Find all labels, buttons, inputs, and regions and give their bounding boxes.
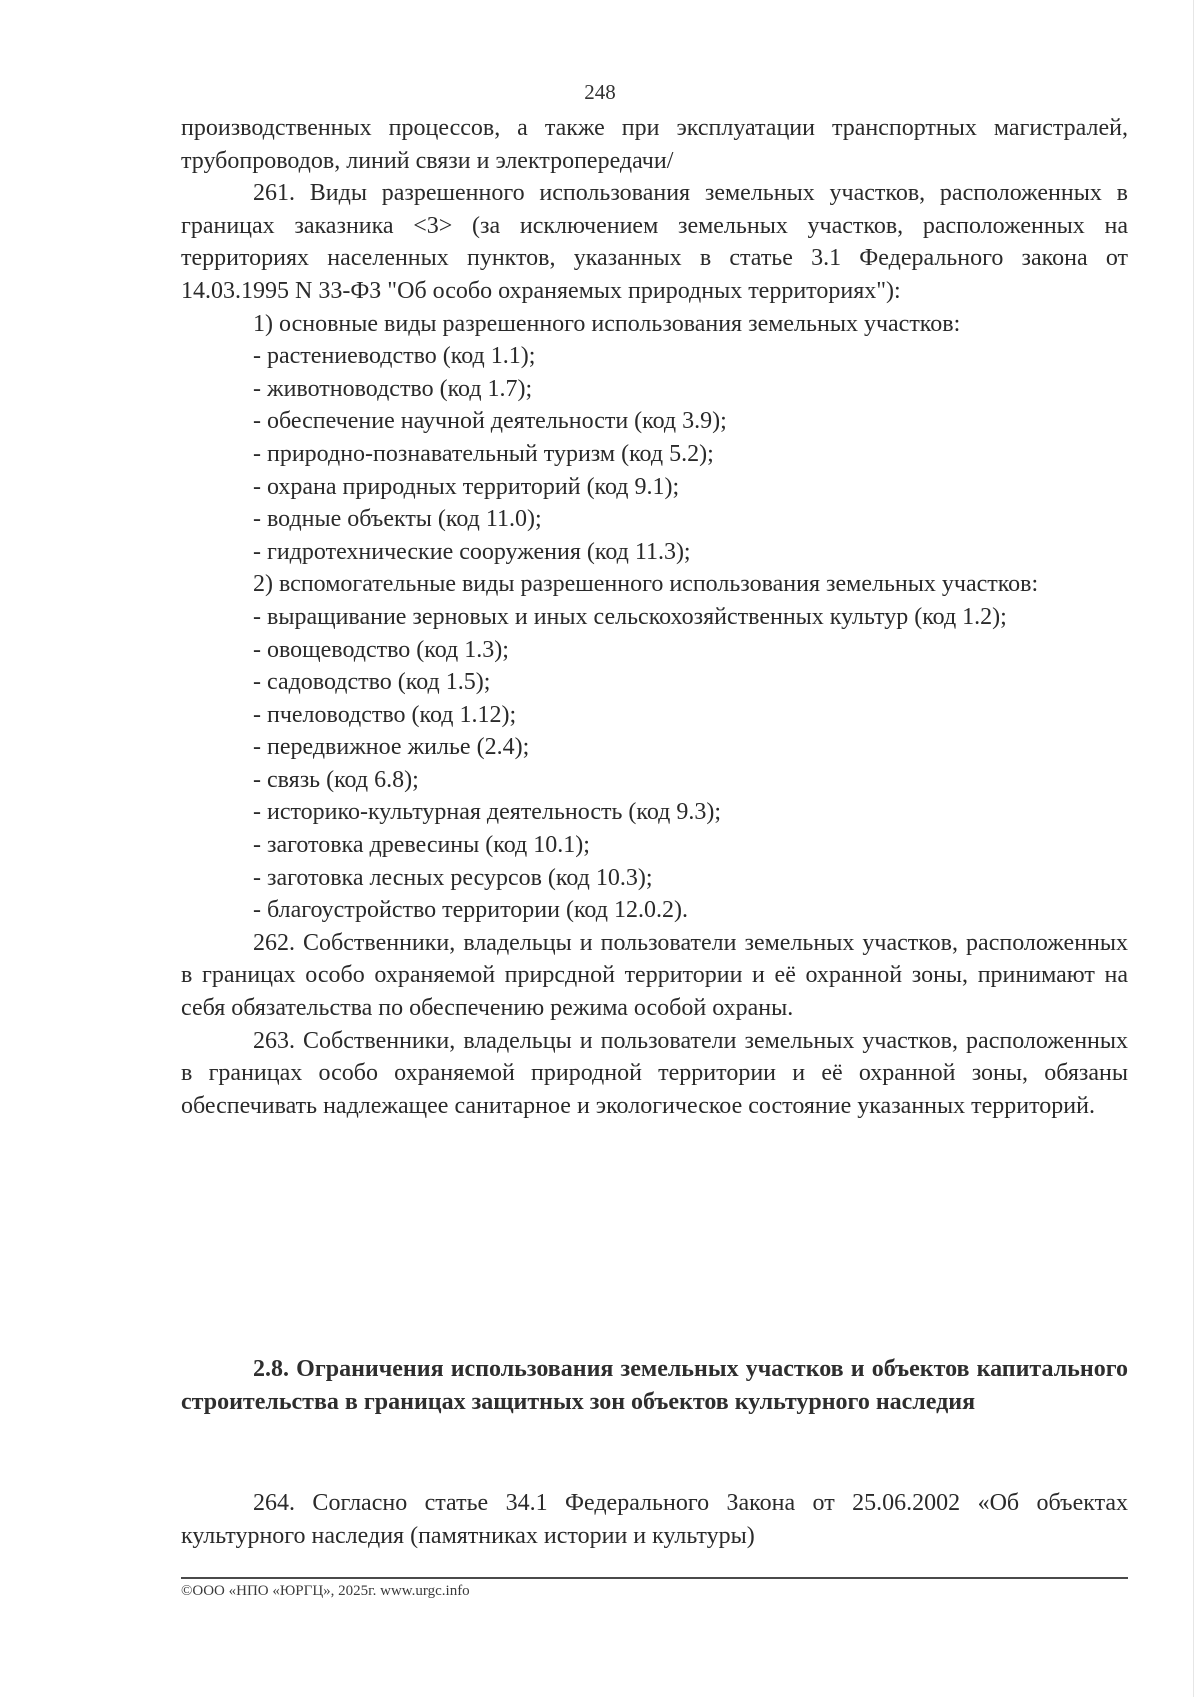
list-item: - гидротехнические сооружения (код 11.3); [253, 538, 691, 565]
list-item: - историко-культурная деятельность (код 9.3); [253, 799, 722, 826]
footer-copyright: ©ООО «НПО «ЮРГЦ», 2025г. www.urgc.info [181, 1583, 470, 1599]
list-item: - растениеводство (код 1.1); [253, 343, 536, 370]
list-item: - обеспечение научной деятельности (код 3.9); [253, 408, 727, 435]
list-item: - заготовка лесных ресурсов (код 10.3); [253, 864, 653, 891]
paragraph-263: 263. Собственники, владельцы и пользователи земельных участков, расположенных в границах особо охраняемой природной территории и её охранной зоны, обязаны обеспечивать надлежащее санитарное и экологическое состояние указанных территорий. [181, 1027, 1128, 1119]
paragraph-264: 264. Согласно статье 34.1 Федерального Закона от 25.06.2002 «Об объектах культурного наследия (памятниках истории и культуры) [181, 1490, 1128, 1549]
list-item: - выращивание зерновых и иных сельскохозяйственных культур (код 1.2); [253, 603, 1007, 630]
list-item: - животноводство (код 1.7); [253, 375, 533, 402]
list-item: - садоводство (код 1.5); [253, 669, 491, 696]
list-item: - пчеловодство (код 1.12); [253, 701, 517, 728]
list-item: - заготовка древесины (код 10.1); [253, 832, 590, 859]
list-item: - природно-познавательный туризм (код 5.2); [253, 440, 714, 467]
main-uses-heading: 1) основные виды разрешенного использования земельных участков: [253, 310, 961, 337]
scan-edge-line [1193, 0, 1194, 1697]
list-item: - овощеводство (код 1.3); [253, 636, 509, 663]
list-item: - связь (код 6.8); [253, 766, 419, 793]
section-heading: 2.8. Ограничения использования земельных участков и объектов капитального строительства в границах защитных зон объектов культурного наследия [181, 1356, 1128, 1415]
aux-uses-heading: 2) вспомогательные виды разрешенного использования земельных участков: [253, 571, 1039, 598]
body-text-upper [181, 112, 1128, 1122]
footer-divider [181, 1577, 1128, 1579]
list-item: - благоустройство территории (код 12.0.2). [253, 897, 688, 924]
list-item: - передвижное жилье (2.4); [253, 734, 530, 761]
paragraph-261: 261. Виды разрешенного использования земельных участков, расположенных в границах заказника <3> (за исключением земельных участков, расположенных на территориях населенных пунктов, указанных в статье 3.1 Федерального закона от 14.03.1995 N 33-ФЗ "Об особо охраняемых природных территориях"): [181, 180, 1128, 304]
body-text-lower [181, 1487, 1128, 1552]
list-item: - охрана природных территорий (код 9.1); [253, 473, 680, 500]
list-item: - водные объекты (код 11.0); [253, 506, 542, 533]
continuation-paragraph: производственных процессов, а также при эксплуатации транспортных магистралей, трубопроводов, линий связи и электропередачи/ [181, 115, 1128, 174]
paragraph-262: 262. Собственники, владельцы и пользователи земельных участков, расположенных в границах особо охраняемой прирсдной территории и её охранной зоны, принимают на себя обязательства по обеспечению режима особой охраны. [181, 929, 1128, 1022]
page-number: 248 [584, 80, 616, 104]
